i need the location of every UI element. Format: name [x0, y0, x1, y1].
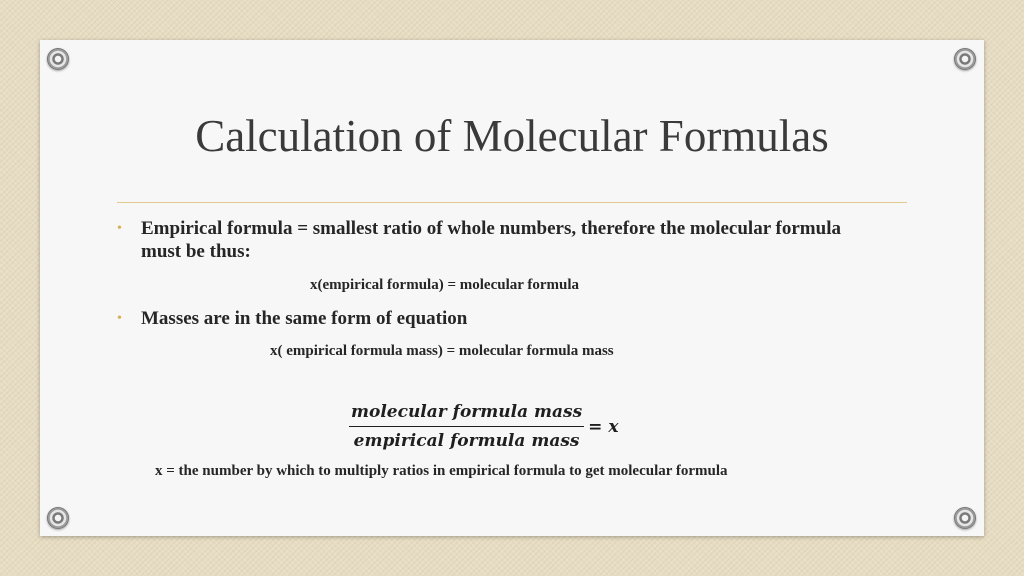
mass-ratio-equation: [349, 400, 618, 453]
fraction-denominator: empirical formula mass: [353, 431, 580, 452]
rivet-top-right-icon: [954, 48, 976, 70]
bullet-text-1: Empirical formula = smallest ratio of whole numbers, therefore the molecular formula must be thus:: [141, 218, 841, 262]
bullet-dot-icon: •: [117, 221, 122, 236]
fraction: [349, 400, 584, 453]
fraction-numerator: molecular formula mass: [351, 402, 583, 422]
title-divider: [117, 202, 907, 203]
definition-note: x = the number by which to multiply ratios in empirical formula to get molecular formula: [155, 463, 728, 479]
bullet-dot-icon: •: [117, 311, 122, 326]
rivet-bottom-right-icon: [954, 507, 976, 529]
rivet-bottom-left-icon: [47, 507, 69, 529]
fraction-bar: [349, 426, 584, 427]
fraction-rhs: = x: [588, 416, 619, 437]
equation-mass: x( empirical formula mass) = molecular formula mass: [270, 343, 614, 359]
equation-empirical: x(empirical formula) = molecular formula: [310, 277, 580, 293]
rivet-top-left-icon: [47, 48, 69, 70]
bullet-text-2: Masses are in the same form of equation: [141, 308, 468, 329]
slide-title: Calculation of Molecular Formulas: [195, 111, 829, 161]
